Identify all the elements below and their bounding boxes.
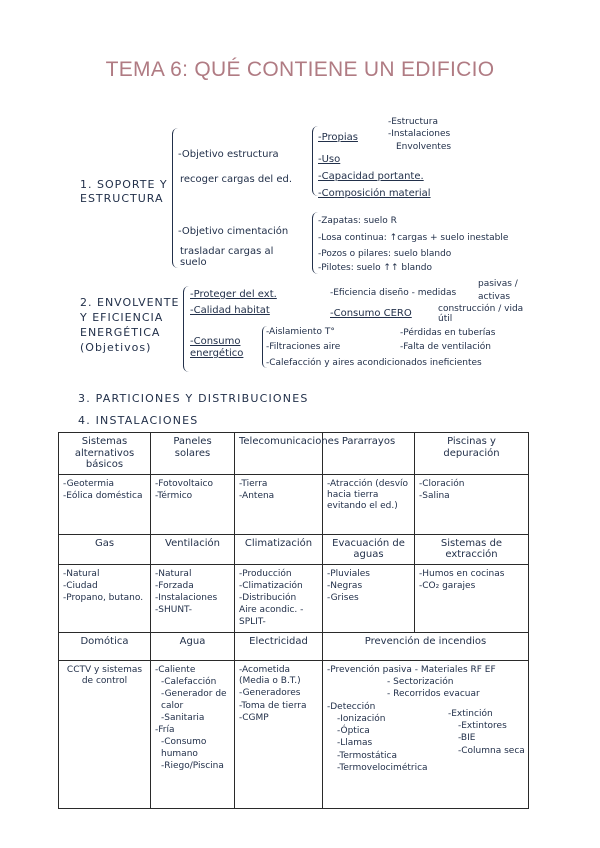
zapatas: -Zapatas: suelo R [318, 216, 397, 226]
cell: -Caliente -Calefacción -Generador de calor -Sanitaria -Fría -Consumo humano -Riego/Piscina [151, 660, 235, 808]
header-cell: Telecomunicaciones [235, 433, 323, 475]
cell: -Acometida (Media o B.T.) -Generadores -Toma de tierra -CGMP [235, 660, 323, 808]
construccion-vida-util: construcción / vida útil [438, 304, 524, 324]
table-row-2 [59, 564, 529, 632]
cell: -Tierra -Antena [235, 474, 323, 534]
consumo-cero: -Consumo CERO [330, 308, 412, 319]
header-cell: Agua [151, 632, 235, 660]
table-header-row-2 [59, 534, 529, 564]
consumo-energetico: -Consumo energético [190, 336, 244, 359]
header-cell: Evacuación de aguas [323, 534, 415, 564]
pilotes: -Pilotes: suelo ↑↑ blando [318, 263, 433, 273]
header-cell: Sistemas de extracción [415, 534, 529, 564]
section-1-label: 1. SOPORTE Y ESTRUCTURA [80, 178, 168, 206]
perdidas-tuberias: -Pérdidas en tuberías [400, 328, 496, 338]
calefaccion-ineficientes: -Calefacción y aires acondicionados ineficientes [266, 358, 482, 368]
recoger-cargas: recoger cargas del ed. [180, 174, 293, 185]
proteger-ext: -Proteger del ext. [190, 289, 277, 300]
propias-item-2: -Instalaciones [388, 129, 451, 139]
cell: -Atracción (desvío hacia tierra evitando el ed.) [323, 474, 415, 534]
calidad-habitat: -Calidad habitat [190, 305, 270, 316]
header-cell: Ventilación [151, 534, 235, 564]
propias-item-3: Envolventes [396, 142, 452, 152]
losa-continua: -Losa continua: ↑cargas + suelo inestable [318, 233, 509, 243]
objetivo-cimentacion: -Objetivo cimentación [178, 226, 289, 237]
header-cell: Sistemas alternativos básicos [59, 433, 151, 475]
header-cell: Gas [59, 534, 151, 564]
page-title: TEMA 6: QUÉ CONTIENE UN EDIFICIO [105, 58, 495, 81]
falta-ventilacion: -Falta de ventilación [400, 342, 491, 352]
aislamiento: -Aislamiento T° [266, 327, 335, 337]
uso: -Uso [318, 154, 341, 165]
header-cell: Climatización [235, 534, 323, 564]
propias: -Propias [318, 132, 358, 143]
cell: -Producción -Climatización -Distribución Aire acondic. -SPLIT- [235, 564, 323, 632]
pozos-pilares: -Pozos o pilares: suelo blando [318, 249, 452, 259]
cell: -Natural -Ciudad -Propano, butano. [59, 564, 151, 632]
composicion-material: -Composición material [318, 188, 431, 199]
header-cell: Piscinas y depuración [415, 433, 529, 475]
cell: -Prevención pasiva - Materiales RF EF - Sectorización - Recorridos evacuar -Detección -Ionización -Óptica -Llamas -Termostática -Termovelocimétrica -Extinción -Extintores -BIE -Columna seca [323, 660, 529, 808]
table-row-3 [59, 660, 529, 808]
header-cell: Electricidad [235, 632, 323, 660]
table-header-row-1 [59, 433, 529, 475]
cell: -Geotermia -Eólica doméstica [59, 474, 151, 534]
section-3-label: 3. PARTICIONES Y DISTRIBUCIONES [78, 392, 309, 405]
header-cell: Pararrayos [323, 433, 415, 475]
propias-item-1: -Estructura [388, 117, 438, 127]
header-cell: Domótica [59, 632, 151, 660]
table-header-row-3 [59, 632, 529, 660]
trasladar-cargas: trasladar cargas al suelo [180, 246, 274, 268]
header-cell: Paneles solares [151, 433, 235, 475]
cell: CCTV y sistemas de control [59, 660, 151, 808]
section-2-label: 2. ENVOLVENTE Y EFICIENCIA ENERGÉTICA (Objetivos) [80, 296, 180, 354]
installations-table [58, 432, 529, 809]
cell: -Cloración -Salina [415, 474, 529, 534]
filtraciones-aire: -Filtraciones aire [266, 342, 341, 352]
cell: -Natural -Forzada -Instalaciones -SHUNT- [151, 564, 235, 632]
cell: -Fotovoltaico -Térmico [151, 474, 235, 534]
table-row-1 [59, 474, 529, 534]
capacidad-portante: -Capacidad portante. [318, 171, 424, 182]
cell: -Humos en cocinas -CO₂ garajes [415, 564, 529, 632]
brace-section-2 [183, 286, 190, 372]
section-4-label: 4. INSTALACIONES [78, 414, 199, 427]
header-cell: Prevención de incendios [323, 632, 529, 660]
cell: -Pluviales -Negras -Grises [323, 564, 415, 632]
medidas-pasivas-activas: pasivas / activas [478, 279, 518, 302]
objetivo-estructura: -Objetivo estructura [178, 149, 279, 160]
eficiencia-diseno: -Eficiencia diseño - medidas [330, 288, 457, 298]
